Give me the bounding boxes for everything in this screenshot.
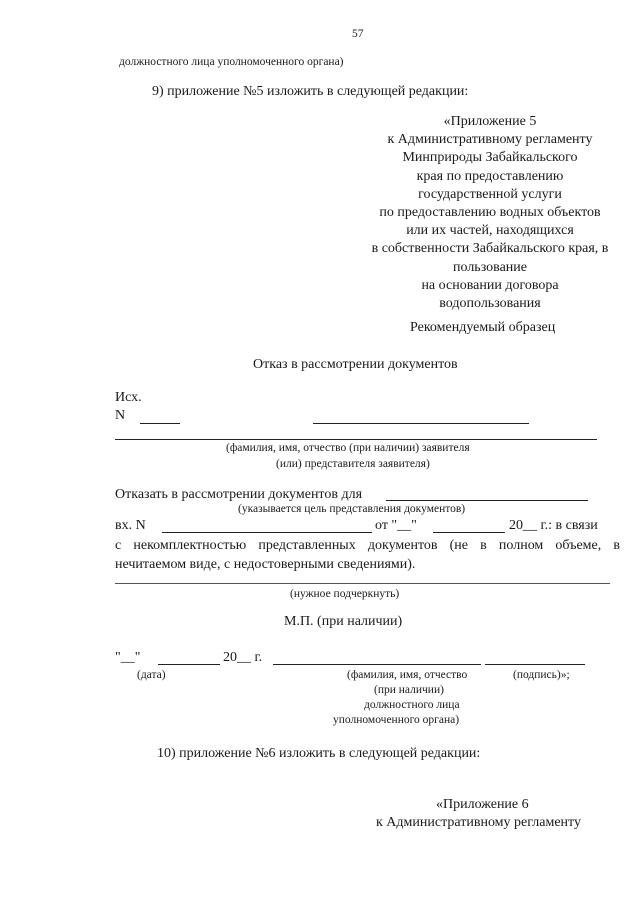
date-year: 20__ г. xyxy=(223,650,263,665)
appendix-line: по предоставлению водных объектов xyxy=(379,205,601,221)
refuse-text: Отказать в рассмотрении документов для xyxy=(115,487,363,502)
appendix-line: «Приложение 5 xyxy=(443,114,537,129)
appendix-line: Минприроды Забайкальского xyxy=(402,150,578,166)
seal-label: М.П. (при наличии) xyxy=(284,614,403,629)
outgoing-number-line xyxy=(140,423,180,424)
date-quote: "__" xyxy=(115,650,141,665)
appendix-line: края по предоставлению xyxy=(416,168,564,184)
applicant-line-1 xyxy=(313,423,529,424)
appendix-line: пользование xyxy=(453,259,527,275)
applicant-caption-2: (или) представителя заявителя) xyxy=(276,458,430,470)
incoming-number-label: вх. N xyxy=(115,518,146,533)
date-month-line xyxy=(158,664,220,665)
applicant-caption-1: (фамилия, имя, отчество (при наличии) заявителя xyxy=(226,442,470,454)
reason-text: с некомплектностью представленных документов (не в полном объеме, в нечитаемом виде, с недостоверными сведениями). xyxy=(115,538,620,572)
reason-line xyxy=(115,583,610,584)
appendix-line: на основании договора xyxy=(421,277,559,293)
official-caption-4: уполномоченного органа) xyxy=(333,714,460,726)
date-caption: (дата) xyxy=(137,669,166,681)
purpose-line xyxy=(386,500,588,501)
applicant-line-2 xyxy=(115,439,597,440)
appendix-line: государственной услуги xyxy=(418,186,562,202)
appendix-5-header xyxy=(340,113,640,313)
official-caption-2: (при наличии) xyxy=(374,684,444,696)
from-month-line xyxy=(433,532,505,533)
appendix-line: или их частей, находящихся xyxy=(406,223,574,239)
official-caption-1: (фамилия, имя, отчество xyxy=(347,669,468,681)
incoming-number-line xyxy=(162,532,372,533)
continued-fragment: должностного лица уполномоченного органа) xyxy=(119,56,344,68)
from-date-label: от "__" xyxy=(375,518,417,533)
item-10: 10) приложение №6 изложить в следующей редакции: xyxy=(157,746,481,761)
appendix-6-line-2: к Административному регламенту xyxy=(376,815,581,830)
recommended-sample: Рекомендуемый образец xyxy=(410,320,556,335)
official-name-line xyxy=(273,664,481,665)
item-9: 9) приложение №5 изложить в следующей редакции: xyxy=(152,84,469,99)
outgoing-label: Исх. xyxy=(115,390,142,405)
appendix-line: к Административному регламенту xyxy=(387,132,593,148)
official-caption-3: должностного лица xyxy=(364,699,460,711)
appendix-line: в собственности Забайкальского края, в xyxy=(371,241,609,257)
page-number: 57 xyxy=(352,28,364,40)
signature-caption: (подпись)»; xyxy=(513,669,570,681)
signature-line xyxy=(485,664,585,665)
year-label: 20__ г.: в связи xyxy=(509,518,598,533)
underline-caption: (нужное подчеркнуть) xyxy=(290,588,400,600)
appendix-6-line-1: «Приложение 6 xyxy=(436,797,529,812)
purpose-caption: (указывается цель представления документов) xyxy=(238,503,466,515)
number-label: N xyxy=(115,408,126,423)
form-title: Отказ в рассмотрении документов xyxy=(253,357,458,372)
appendix-line: водопользования xyxy=(439,296,541,312)
